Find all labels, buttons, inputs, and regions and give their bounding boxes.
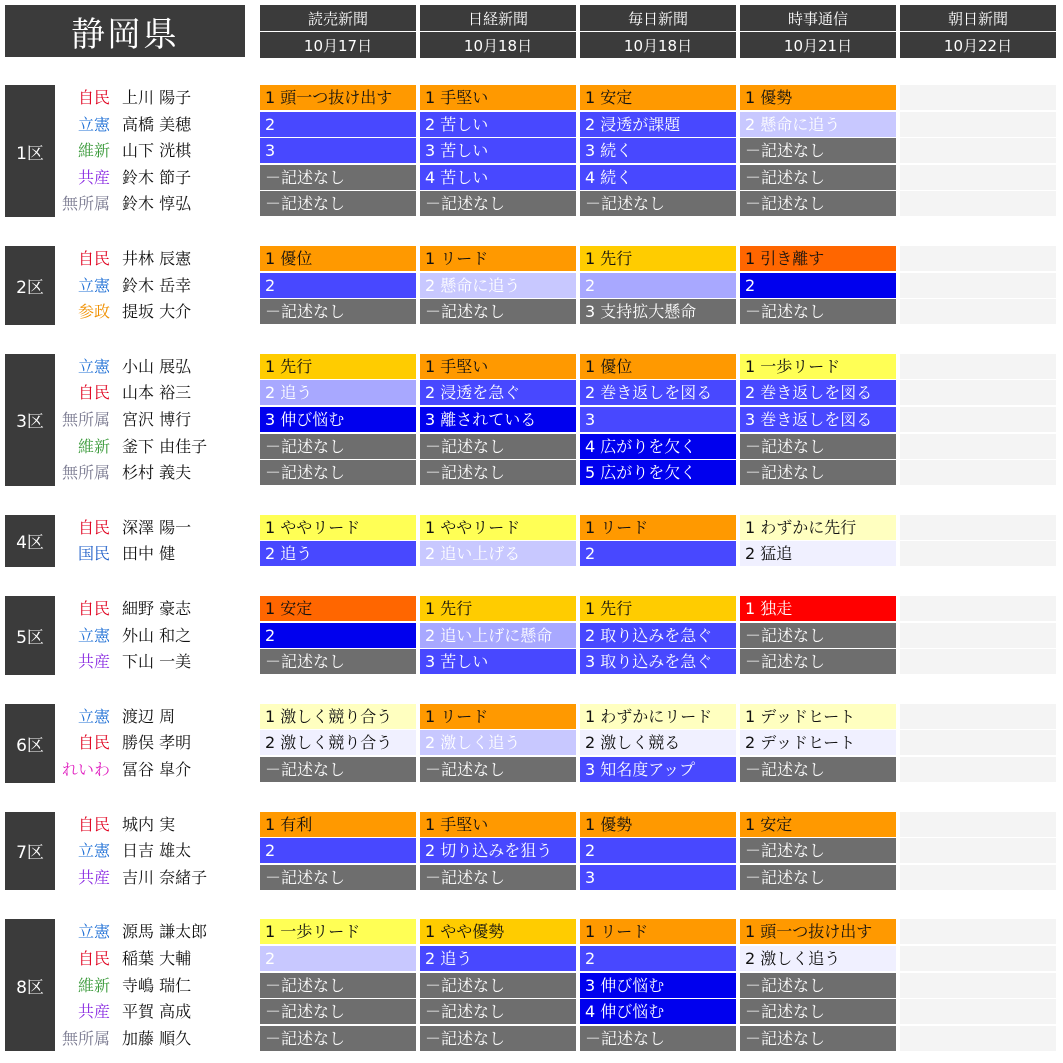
rating-cell: －記述なし bbox=[740, 460, 896, 485]
candidate-name: 加藤 順久 bbox=[122, 1028, 192, 1048]
rating-cell: 1 デッドヒート bbox=[740, 704, 896, 729]
district-label: 7区 bbox=[5, 812, 55, 891]
party-label: 自民 bbox=[77, 249, 110, 268]
rating-cell: 2 bbox=[260, 946, 416, 971]
rating-cell: －記述なし bbox=[740, 165, 896, 190]
rating-cell: －記述なし bbox=[420, 299, 576, 324]
rating-cell: 2 懸命に追う bbox=[420, 273, 576, 298]
district-label: 4区 bbox=[5, 515, 55, 567]
rating-cell: 2 巻き返しを図る bbox=[580, 380, 736, 405]
candidate-name: 杉村 義夫 bbox=[122, 463, 192, 483]
rating-cell: 2 激しく競り合う bbox=[260, 730, 416, 755]
rating-cell: 2 追い上げに懸命 bbox=[420, 623, 576, 648]
rating-cell: 5 広がりを欠く bbox=[580, 460, 736, 485]
rating-cell: 3 支持拡大懸命 bbox=[580, 299, 736, 324]
rating-cell: 2 追う bbox=[260, 541, 416, 566]
rating-cell: 1 先行 bbox=[580, 596, 736, 621]
candidate-name: 上川 陽子 bbox=[122, 88, 192, 107]
rating-cell: 4 苦しい bbox=[420, 165, 576, 190]
paper-name-header: 時事通信 bbox=[740, 5, 896, 31]
candidate-name: 冨谷 皐介 bbox=[122, 760, 192, 779]
party-label: 無所属 bbox=[61, 1028, 110, 1048]
rating-cell: －記述なし bbox=[420, 434, 576, 459]
rating-cell: 2 bbox=[260, 623, 416, 648]
rating-cell: 2 bbox=[260, 273, 416, 298]
candidate-name: 日吉 雄太 bbox=[122, 841, 192, 861]
empty-cell bbox=[900, 515, 1056, 540]
rating-cell: 1 優位 bbox=[580, 354, 736, 379]
rating-cell: 2 激しく競る bbox=[580, 730, 736, 755]
candidate-name: 鈴木 岳幸 bbox=[122, 275, 192, 295]
rating-cell: －記述なし bbox=[740, 865, 896, 890]
rating-cell: 1 ややリード bbox=[260, 515, 416, 540]
rating-cell: 1 激しく競り合う bbox=[260, 704, 416, 729]
rating-cell: －記述なし bbox=[420, 999, 576, 1024]
paper-name-header: 読売新聞 bbox=[260, 5, 416, 31]
rating-cell: 2 懸命に追う bbox=[740, 112, 896, 137]
party-label: 無所属 bbox=[61, 194, 110, 214]
candidate-name: 平賀 高成 bbox=[122, 1002, 192, 1022]
rating-cell: －記述なし bbox=[740, 757, 896, 782]
rating-cell: －記述なし bbox=[260, 434, 416, 459]
rating-cell: －記述なし bbox=[260, 165, 416, 190]
party-label: 自民 bbox=[77, 88, 110, 107]
candidate-name: 山下 洸棋 bbox=[122, 141, 192, 161]
candidate-name: 小山 展弘 bbox=[122, 356, 192, 376]
candidate-name: 山本 裕三 bbox=[122, 383, 192, 403]
district-label: 5区 bbox=[5, 596, 55, 675]
rating-cell: －記述なし bbox=[260, 865, 416, 890]
rating-cell: 2 追う bbox=[420, 946, 576, 971]
paper-date-header: 10月18日 bbox=[420, 32, 576, 58]
rating-cell: 1 わずかにリード bbox=[580, 704, 736, 729]
rating-cell: 4 伸び悩む bbox=[580, 999, 736, 1024]
rating-cell: 4 続く bbox=[580, 165, 736, 190]
rating-cell: 2 浸透が課題 bbox=[580, 112, 736, 137]
rating-cell: 1 リード bbox=[420, 704, 576, 729]
rating-cell: －記述なし bbox=[740, 191, 896, 216]
rating-cell: －記述なし bbox=[260, 460, 416, 485]
rating-cell: －記述なし bbox=[260, 999, 416, 1024]
empty-cell bbox=[900, 434, 1056, 459]
rating-cell: 2 苦しい bbox=[420, 112, 576, 137]
rating-cell: 1 一歩リード bbox=[260, 919, 416, 944]
rating-cell: 2 bbox=[740, 273, 896, 298]
empty-cell bbox=[900, 85, 1056, 110]
party-label: 共産 bbox=[77, 167, 110, 187]
rating-cell: －記述なし bbox=[740, 649, 896, 674]
rating-cell: 1 優位 bbox=[260, 246, 416, 271]
party-label: 立憲 bbox=[77, 706, 110, 726]
empty-cell bbox=[900, 138, 1056, 163]
candidate-name: 寺嶋 瑞仁 bbox=[122, 975, 192, 995]
rating-cell: 3 取り込みを急ぐ bbox=[580, 649, 736, 674]
empty-cell bbox=[900, 704, 1056, 729]
rating-cell: 1 やや優勢 bbox=[420, 919, 576, 944]
district-label: 3区 bbox=[5, 354, 55, 486]
rating-cell: 3 続く bbox=[580, 138, 736, 163]
paper-date-header: 10月18日 bbox=[580, 32, 736, 58]
rating-cell: 1 安定 bbox=[740, 812, 896, 837]
party-label: 自民 bbox=[77, 733, 110, 753]
candidate-name: 細野 豪志 bbox=[122, 599, 192, 618]
rating-cell: 2 巻き返しを図る bbox=[740, 380, 896, 405]
candidate-name: 田中 健 bbox=[122, 544, 176, 564]
district-label: 2区 bbox=[5, 246, 55, 325]
rating-cell: 2 切り込みを狙う bbox=[420, 838, 576, 863]
empty-cell bbox=[900, 973, 1056, 998]
party-label: 維新 bbox=[77, 436, 110, 456]
rating-cell: 2 bbox=[580, 541, 736, 566]
party-label: れいわ bbox=[61, 760, 110, 779]
rating-cell: 3 知名度アップ bbox=[580, 757, 736, 782]
rating-cell: 3 bbox=[580, 865, 736, 890]
rating-cell: 2 追い上げる bbox=[420, 541, 576, 566]
empty-cell bbox=[900, 541, 1056, 566]
prefecture-title: 静岡県 bbox=[5, 5, 245, 57]
candidate-name: 鈴木 節子 bbox=[122, 167, 192, 187]
rating-cell: 1 独走 bbox=[740, 596, 896, 621]
empty-cell bbox=[900, 838, 1056, 863]
rating-cell: －記述なし bbox=[740, 973, 896, 998]
rating-cell: 1 優勢 bbox=[580, 812, 736, 837]
party-label: 自民 bbox=[77, 949, 110, 968]
party-label: 立憲 bbox=[77, 922, 110, 942]
empty-cell bbox=[900, 460, 1056, 485]
paper-date-header: 10月17日 bbox=[260, 32, 416, 58]
candidate-name: 下山 一美 bbox=[122, 652, 192, 672]
rating-cell: －記述なし bbox=[740, 299, 896, 324]
rating-cell: －記述なし bbox=[260, 649, 416, 674]
party-label: 国民 bbox=[77, 544, 110, 564]
party-label: 無所属 bbox=[61, 463, 110, 483]
party-label: 共産 bbox=[77, 1002, 110, 1022]
rating-cell: 3 伸び悩む bbox=[580, 973, 736, 998]
rating-cell: 1 頭一つ抜け出す bbox=[260, 85, 416, 110]
rating-cell: 2 bbox=[260, 112, 416, 137]
candidate-name: 井林 辰憲 bbox=[122, 249, 192, 268]
rating-cell: －記述なし bbox=[260, 973, 416, 998]
empty-cell bbox=[900, 191, 1056, 216]
candidate-name: 深澤 陽一 bbox=[122, 517, 192, 537]
party-label: 立憲 bbox=[77, 114, 110, 134]
rating-cell: －記述なし bbox=[580, 1026, 736, 1051]
party-label: 自民 bbox=[77, 517, 110, 537]
rating-cell: 1 頭一つ抜け出す bbox=[740, 919, 896, 944]
party-label: 維新 bbox=[77, 975, 110, 995]
rating-cell: －記述なし bbox=[420, 757, 576, 782]
empty-cell bbox=[900, 946, 1056, 971]
rating-cell: 1 わずかに先行 bbox=[740, 515, 896, 540]
rating-cell: 2 激しく追う bbox=[740, 946, 896, 971]
empty-cell bbox=[900, 273, 1056, 298]
candidate-name: 稲葉 大輔 bbox=[122, 949, 192, 968]
rating-cell: 3 苦しい bbox=[420, 649, 576, 674]
party-label: 立憲 bbox=[77, 625, 110, 645]
rating-cell: 1 先行 bbox=[580, 246, 736, 271]
party-label: 立憲 bbox=[77, 841, 110, 861]
empty-cell bbox=[900, 299, 1056, 324]
candidate-name: 提坂 大介 bbox=[122, 302, 192, 322]
rating-cell: 1 安定 bbox=[260, 596, 416, 621]
candidate-name: 外山 和之 bbox=[122, 625, 192, 645]
party-label: 共産 bbox=[77, 867, 110, 887]
party-label: 無所属 bbox=[61, 410, 110, 429]
rating-cell: 1 リード bbox=[420, 246, 576, 271]
party-label: 立憲 bbox=[77, 356, 110, 376]
party-label: 維新 bbox=[77, 141, 110, 161]
candidate-name: 渡辺 周 bbox=[122, 706, 176, 726]
rating-cell: 1 一歩リード bbox=[740, 354, 896, 379]
rating-cell: 2 浸透を急ぐ bbox=[420, 380, 576, 405]
rating-cell: 3 巻き返しを図る bbox=[740, 407, 896, 432]
rating-cell: 2 bbox=[580, 838, 736, 863]
rating-cell: －記述なし bbox=[740, 623, 896, 648]
party-label: 共産 bbox=[77, 652, 110, 672]
rating-cell: －記述なし bbox=[420, 1026, 576, 1051]
empty-cell bbox=[900, 380, 1056, 405]
empty-cell bbox=[900, 999, 1056, 1024]
party-label: 参政 bbox=[77, 302, 110, 322]
candidate-name: 吉川 奈緒子 bbox=[122, 867, 208, 887]
district-label: 8区 bbox=[5, 919, 55, 1051]
empty-cell bbox=[900, 623, 1056, 648]
rating-cell: －記述なし bbox=[420, 865, 576, 890]
rating-cell: 2 取り込みを急ぐ bbox=[580, 623, 736, 648]
empty-cell bbox=[900, 730, 1056, 755]
paper-date-header: 10月21日 bbox=[740, 32, 896, 58]
rating-cell: －記述なし bbox=[420, 460, 576, 485]
rating-cell: 3 bbox=[580, 407, 736, 432]
candidate-name: 鈴木 惇弘 bbox=[122, 194, 192, 214]
rating-cell: 3 離されている bbox=[420, 407, 576, 432]
paper-name-header: 毎日新聞 bbox=[580, 5, 736, 31]
rating-cell: 1 引き離す bbox=[740, 246, 896, 271]
empty-cell bbox=[900, 112, 1056, 137]
rating-cell: －記述なし bbox=[260, 1026, 416, 1051]
party-label: 自民 bbox=[77, 599, 110, 618]
empty-cell bbox=[900, 354, 1056, 379]
rating-cell: －記述なし bbox=[260, 299, 416, 324]
rating-cell: －記述なし bbox=[580, 191, 736, 216]
candidate-name: 高橋 美穂 bbox=[122, 114, 192, 134]
empty-cell bbox=[900, 596, 1056, 621]
paper-date-header: 10月22日 bbox=[900, 32, 1056, 58]
rating-cell: 1 優勢 bbox=[740, 85, 896, 110]
rating-cell: 2 bbox=[580, 946, 736, 971]
rating-cell: 2 猛追 bbox=[740, 541, 896, 566]
rating-cell: 3 伸び悩む bbox=[260, 407, 416, 432]
rating-cell: －記述なし bbox=[740, 1026, 896, 1051]
rating-cell: 3 bbox=[260, 138, 416, 163]
rating-cell: －記述なし bbox=[420, 191, 576, 216]
rating-cell: －記述なし bbox=[260, 191, 416, 216]
rating-cell: 1 リード bbox=[580, 515, 736, 540]
paper-name-header: 朝日新聞 bbox=[900, 5, 1056, 31]
candidate-name: 勝俣 孝明 bbox=[122, 733, 192, 753]
party-label: 自民 bbox=[77, 814, 110, 834]
paper-name-header: 日経新聞 bbox=[420, 5, 576, 31]
rating-cell: 1 安定 bbox=[580, 85, 736, 110]
rating-cell: －記述なし bbox=[740, 999, 896, 1024]
candidate-name: 釜下 由佳子 bbox=[122, 436, 208, 456]
rating-cell: 3 苦しい bbox=[420, 138, 576, 163]
rating-cell: 1 リード bbox=[580, 919, 736, 944]
empty-cell bbox=[900, 246, 1056, 271]
district-label: 6区 bbox=[5, 704, 55, 783]
candidate-name: 宮沢 博行 bbox=[122, 410, 192, 429]
rating-cell: －記述なし bbox=[740, 838, 896, 863]
rating-cell: 2 追う bbox=[260, 380, 416, 405]
empty-cell bbox=[900, 919, 1056, 944]
candidate-name: 源馬 謙太郎 bbox=[122, 922, 208, 942]
rating-cell: 4 広がりを欠く bbox=[580, 434, 736, 459]
empty-cell bbox=[900, 407, 1056, 432]
empty-cell bbox=[900, 757, 1056, 782]
rating-cell: －記述なし bbox=[740, 434, 896, 459]
party-label: 自民 bbox=[77, 383, 110, 403]
rating-cell: 1 有利 bbox=[260, 812, 416, 837]
rating-cell: 2 激しく追う bbox=[420, 730, 576, 755]
rating-cell: －記述なし bbox=[740, 138, 896, 163]
empty-cell bbox=[900, 165, 1056, 190]
rating-cell: 1 手堅い bbox=[420, 85, 576, 110]
rating-cell: 1 手堅い bbox=[420, 812, 576, 837]
empty-cell bbox=[900, 649, 1056, 674]
rating-cell: 1 先行 bbox=[420, 596, 576, 621]
empty-cell bbox=[900, 812, 1056, 837]
candidate-name: 城内 実 bbox=[122, 814, 176, 834]
party-label: 立憲 bbox=[77, 275, 110, 295]
empty-cell bbox=[900, 1026, 1056, 1051]
rating-cell: 2 bbox=[260, 838, 416, 863]
rating-cell: －記述なし bbox=[420, 973, 576, 998]
rating-cell: 1 ややリード bbox=[420, 515, 576, 540]
district-label: 1区 bbox=[5, 85, 55, 217]
rating-cell: 2 bbox=[580, 273, 736, 298]
rating-cell: －記述なし bbox=[260, 757, 416, 782]
empty-cell bbox=[900, 865, 1056, 890]
rating-cell: 2 デッドヒート bbox=[740, 730, 896, 755]
rating-cell: 1 手堅い bbox=[420, 354, 576, 379]
rating-cell: 1 先行 bbox=[260, 354, 416, 379]
